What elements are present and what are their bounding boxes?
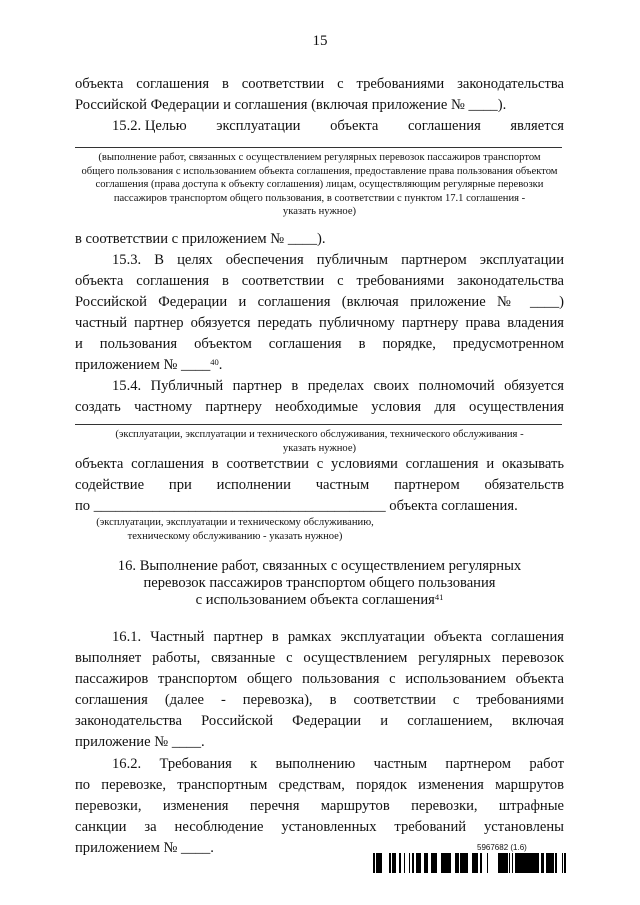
- hint-block: [75, 151, 564, 219]
- text-line: санкции за несоблюдение установленных требований установлены: [75, 819, 564, 835]
- hint-line: пассажиров транспортом общего пользования, в соответствии с пунктом 17.1 соглашения -: [113, 192, 526, 204]
- hint-line: указать нужное): [282, 442, 357, 454]
- text-line: по ________________________________________ объекта соглашения.: [75, 498, 518, 514]
- text-line: выполняет работы, связанные с осуществлением регулярных перевозок: [75, 650, 564, 666]
- text-line: соглашения (далее - перевозка), в соответствии с требованиями: [75, 692, 564, 708]
- text-word: соглашения: [407, 118, 481, 134]
- text-line: по перевозке, транспортным средствам, порядок изменения маршрутов: [75, 777, 564, 793]
- heading-line: перевозок пассажиров транспортом общего пользования: [143, 575, 496, 591]
- text-line: пассажиров транспортом общего пользования с использованием объекта: [75, 671, 564, 687]
- page-number: 15: [312, 33, 328, 49]
- fill-in-line: [75, 424, 562, 425]
- hint-line: соглашения (права доступа к объекту соглашения) лицам, осуществляющим регулярные перевозки: [95, 179, 544, 190]
- hint-line: техническому обслуживанию - указать нужное): [127, 530, 343, 542]
- text-word: является: [510, 118, 564, 134]
- text-line: 15.4. Публичный партнер в пределах своих полномочий обязуется: [112, 378, 564, 394]
- text-line: перевозки, изменения перечня маршрутов перевозки, штрафные: [75, 798, 564, 814]
- heading-fragment: с использованием объекта соглашения: [195, 592, 435, 608]
- hint-block: [75, 516, 395, 543]
- text-line: Российской Федерации и соглашения (включая приложение № ____).: [75, 97, 507, 113]
- text-word: объекта: [330, 118, 379, 134]
- text-line: 15.3. В целях обеспечения публичным партнером эксплуатации: [112, 252, 564, 268]
- heading-line: [75, 592, 564, 609]
- hint-line: (эксплуатации, эксплуатации и техническому обслуживанию,: [96, 517, 374, 528]
- text-line: законодательства Российской Федерации и соглашением, включая: [75, 713, 564, 729]
- text-line: и пользования объектом соглашения в порядке, предусмотренном: [75, 336, 564, 352]
- fill-in-line: [75, 147, 562, 148]
- hint-block: [75, 428, 564, 455]
- text-line: приложением № ____$^{40}$.: [75, 357, 223, 373]
- hint-line: указать нужное): [282, 206, 357, 217]
- footnote-ref: 41: [434, 592, 444, 602]
- barcode-id: 5967682 (1.6): [477, 843, 527, 852]
- text-line: приложением № ____.: [75, 840, 214, 856]
- text-fragment: приложением № ____: [75, 357, 211, 373]
- footnote-ref: 40: [210, 357, 219, 367]
- text-line: частный партнер обязуется передать публичному партнеру права владения: [75, 315, 564, 331]
- text-line: приложение № ____.: [75, 734, 205, 750]
- text-line: содействие при исполнении частным партнером обязательств: [75, 477, 564, 493]
- text-word: 15.2. Целью: [112, 118, 187, 134]
- hint-line: (эксплуатации, эксплуатации и технического обслуживания, технического обслуживания -: [115, 429, 524, 440]
- text-line: 16.2. Требования к выполнению частным партнером работ: [112, 756, 564, 772]
- text-word: эксплуатации: [216, 118, 301, 134]
- paragraph-15-2-line: [112, 116, 564, 137]
- text-line: в соответствии с приложением № ____).: [75, 231, 326, 247]
- text-line: объекта соглашения в соответствии с требованиями законодательства: [75, 273, 564, 289]
- heading-line: 16. Выполнение работ, связанных с осуществлением регулярных: [117, 558, 522, 574]
- hint-line: (выполнение работ, связанных с осуществлением регулярных перевозок пассажиров транспортом: [98, 152, 541, 163]
- barcode-image: [373, 853, 566, 873]
- text-line: создать частному партнеру необходимые условия для осуществления: [75, 399, 564, 415]
- text-line: Российской Федерации и соглашения (включая приложение № ____): [75, 294, 564, 310]
- section-heading: [75, 558, 564, 609]
- text-line: объекта соглашения в соответствии с требованиями законодательства: [75, 76, 564, 92]
- text-line: объекта соглашения в соответствии с условиями соглашения и оказывать: [75, 456, 564, 472]
- hint-line: общего пользования с использованием объекта соглашения, предоставление права пользования объектом: [81, 165, 558, 177]
- text-line: 16.1. Частный партнер в рамках эксплуатации объекта соглашения: [112, 629, 564, 645]
